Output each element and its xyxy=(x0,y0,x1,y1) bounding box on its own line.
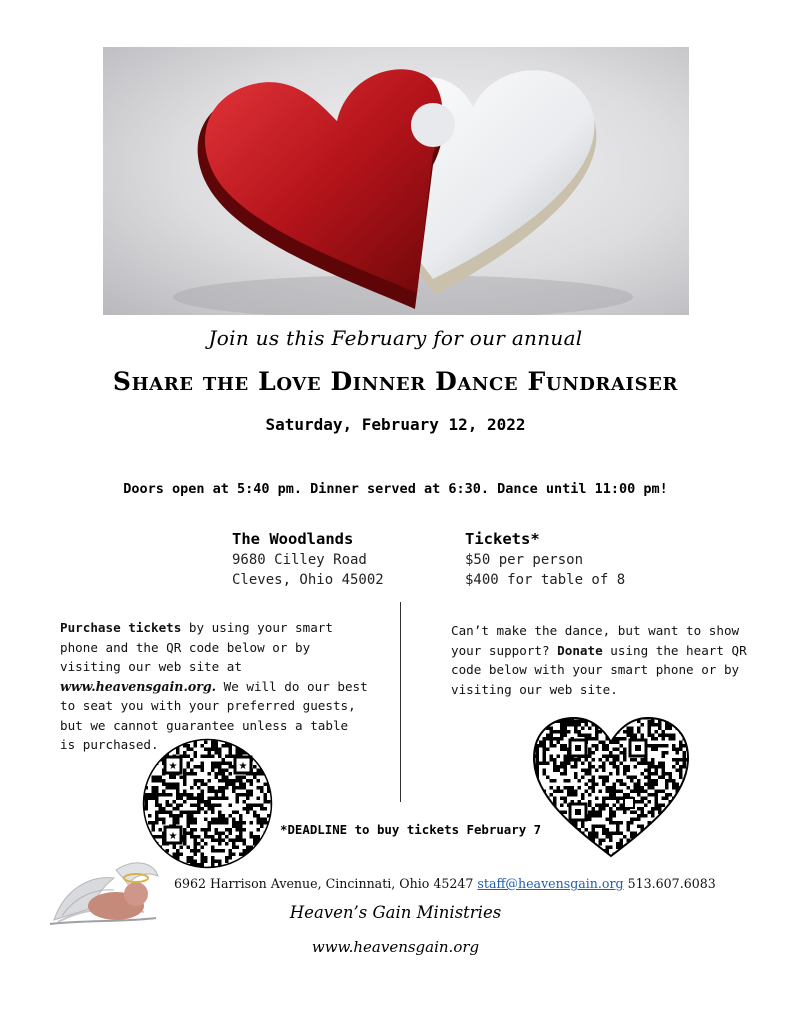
venue-address-line: 9680 Cilley Road xyxy=(232,552,367,568)
footer-address: 6962 Harrison Avenue, Cincinnati, Ohio 45247 xyxy=(174,876,474,891)
purchase-lead: Purchase tickets xyxy=(60,620,182,635)
venue-block xyxy=(232,528,384,590)
hearts-icon xyxy=(103,47,689,315)
footer-phone: 513.607.6083 xyxy=(627,876,716,891)
tickets-heading: Tickets* xyxy=(465,530,540,548)
ticket-price-table: $400 for table of 8 xyxy=(465,572,626,588)
column-divider xyxy=(400,602,401,802)
svg-text:★: ★ xyxy=(168,761,178,772)
deadline-note: *DEADLINE to buy tickets February 7 xyxy=(280,822,542,837)
purchase-paragraph xyxy=(60,618,370,755)
page-title: Share the Love Dinner Dance Fundraiser xyxy=(112,367,679,396)
donate-paragraph xyxy=(451,621,751,699)
tagline: Join us this February for our annual xyxy=(208,326,583,350)
donate-text-2: using the heart QR code below with your smart phone or by visiting our web site. xyxy=(451,642,747,697)
purchase-text-1: by using your smart phone and the QR code below or by visiting our web site at xyxy=(60,620,333,674)
donate-text-1: Can’t make the dance, but want to show your support? xyxy=(451,623,740,658)
svg-text:★: ★ xyxy=(238,761,248,772)
tickets-block xyxy=(465,528,625,590)
footer-email-link[interactable]: staff@heavensgain.org xyxy=(477,876,624,891)
organization-name: Heaven’s Gain Ministries xyxy=(289,903,502,922)
purchase-text-2: We will do our best to seat you with your preferred guests, but we cannot guarantee unless a table is purchased. xyxy=(60,678,368,752)
venue-city-line: Cleves, Ohio 45002 xyxy=(232,572,384,588)
donate-lead: Donate xyxy=(557,642,603,658)
event-date: Saturday, February 12, 2022 xyxy=(265,415,526,434)
ticket-price-person: $50 per person xyxy=(465,552,584,568)
heart-qr-code-icon[interactable] xyxy=(532,716,690,858)
venue-heading: The Woodlands xyxy=(232,530,354,548)
svg-text:★: ★ xyxy=(168,831,178,842)
purchase-website-link[interactable]: www.heavensgain.org. xyxy=(60,678,217,694)
event-schedule: Doors open at 5:40 pm. Dinner served at 6:30. Dance until 11:00 pm! xyxy=(123,481,668,497)
footer-website-link[interactable]: www.heavensgain.org xyxy=(311,938,480,956)
hero-image xyxy=(103,47,689,315)
footer-address-line xyxy=(174,876,716,891)
